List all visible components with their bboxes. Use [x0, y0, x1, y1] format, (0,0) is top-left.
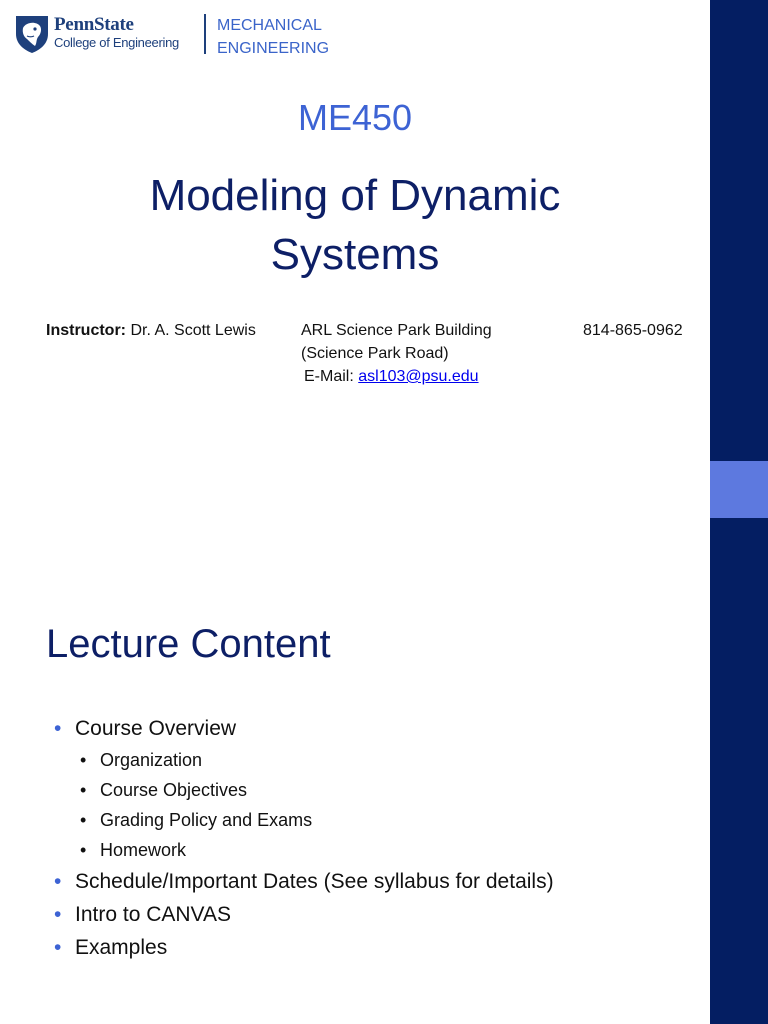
instructor-name: Dr. A. Scott Lewis: [130, 322, 256, 339]
bullet-icon: •: [54, 717, 62, 740]
bullet-icon: •: [80, 840, 87, 860]
logo-divider: [204, 14, 206, 54]
outline-item: [54, 865, 554, 898]
outline-item-text: Schedule/Important Dates (See syllabus for details): [75, 870, 554, 893]
email-line: [304, 365, 479, 388]
bullet-icon: •: [54, 936, 62, 959]
lecture-outline: [54, 712, 554, 964]
outline-item: [54, 745, 554, 775]
sidebar-accent-block: [710, 461, 768, 518]
instructor-label: Instructor:: [46, 322, 126, 339]
course-title: [0, 166, 710, 284]
college-name: College of Engineering: [54, 35, 179, 50]
email-link[interactable]: asl103@psu.edu: [358, 368, 479, 385]
department-line-1: MECHANICAL: [217, 17, 322, 34]
outline-item: [54, 835, 554, 865]
outline-item-text: Grading Policy and Exams: [100, 810, 313, 830]
outline-item-text: Homework: [100, 840, 187, 860]
pennstate-logo: [14, 14, 334, 60]
brand-name: PennState: [54, 14, 134, 35]
location-line-1: ARL Science Park Building: [301, 322, 492, 339]
bullet-icon: •: [54, 903, 62, 926]
nittany-lion-shield-icon: [14, 14, 50, 54]
bullet-icon: •: [80, 810, 87, 830]
outline-item: [54, 712, 554, 745]
slide-sidebar: [710, 0, 768, 1024]
instructor-line: [46, 319, 256, 342]
course-title-line-2: Systems: [270, 230, 440, 279]
outline-item: [54, 805, 554, 835]
outline-item: [54, 775, 554, 805]
email-label: E-Mail:: [304, 368, 354, 385]
section-heading: Lecture Content: [46, 622, 331, 666]
outline-item: [54, 898, 554, 931]
location-line-2: (Science Park Road): [301, 345, 449, 362]
course-title-line-1: Modeling of Dynamic: [149, 171, 561, 220]
department-line-2: ENGINEERING: [217, 40, 330, 57]
outline-item-text: Course Overview: [75, 717, 237, 740]
outline-item: [54, 931, 554, 964]
bullet-icon: •: [80, 750, 87, 770]
outline-item-text: Examples: [75, 936, 168, 959]
bullet-icon: •: [80, 780, 87, 800]
course-code: ME450: [297, 97, 413, 138]
outline-item-text: Organization: [100, 750, 203, 770]
instructor-location: [301, 319, 492, 365]
department-name: [217, 14, 329, 60]
bullet-icon: •: [54, 870, 62, 893]
instructor-phone: 814-865-0962: [583, 322, 683, 339]
outline-item-text: Intro to CANVAS: [75, 903, 232, 926]
outline-item-text: Course Objectives: [100, 780, 248, 800]
